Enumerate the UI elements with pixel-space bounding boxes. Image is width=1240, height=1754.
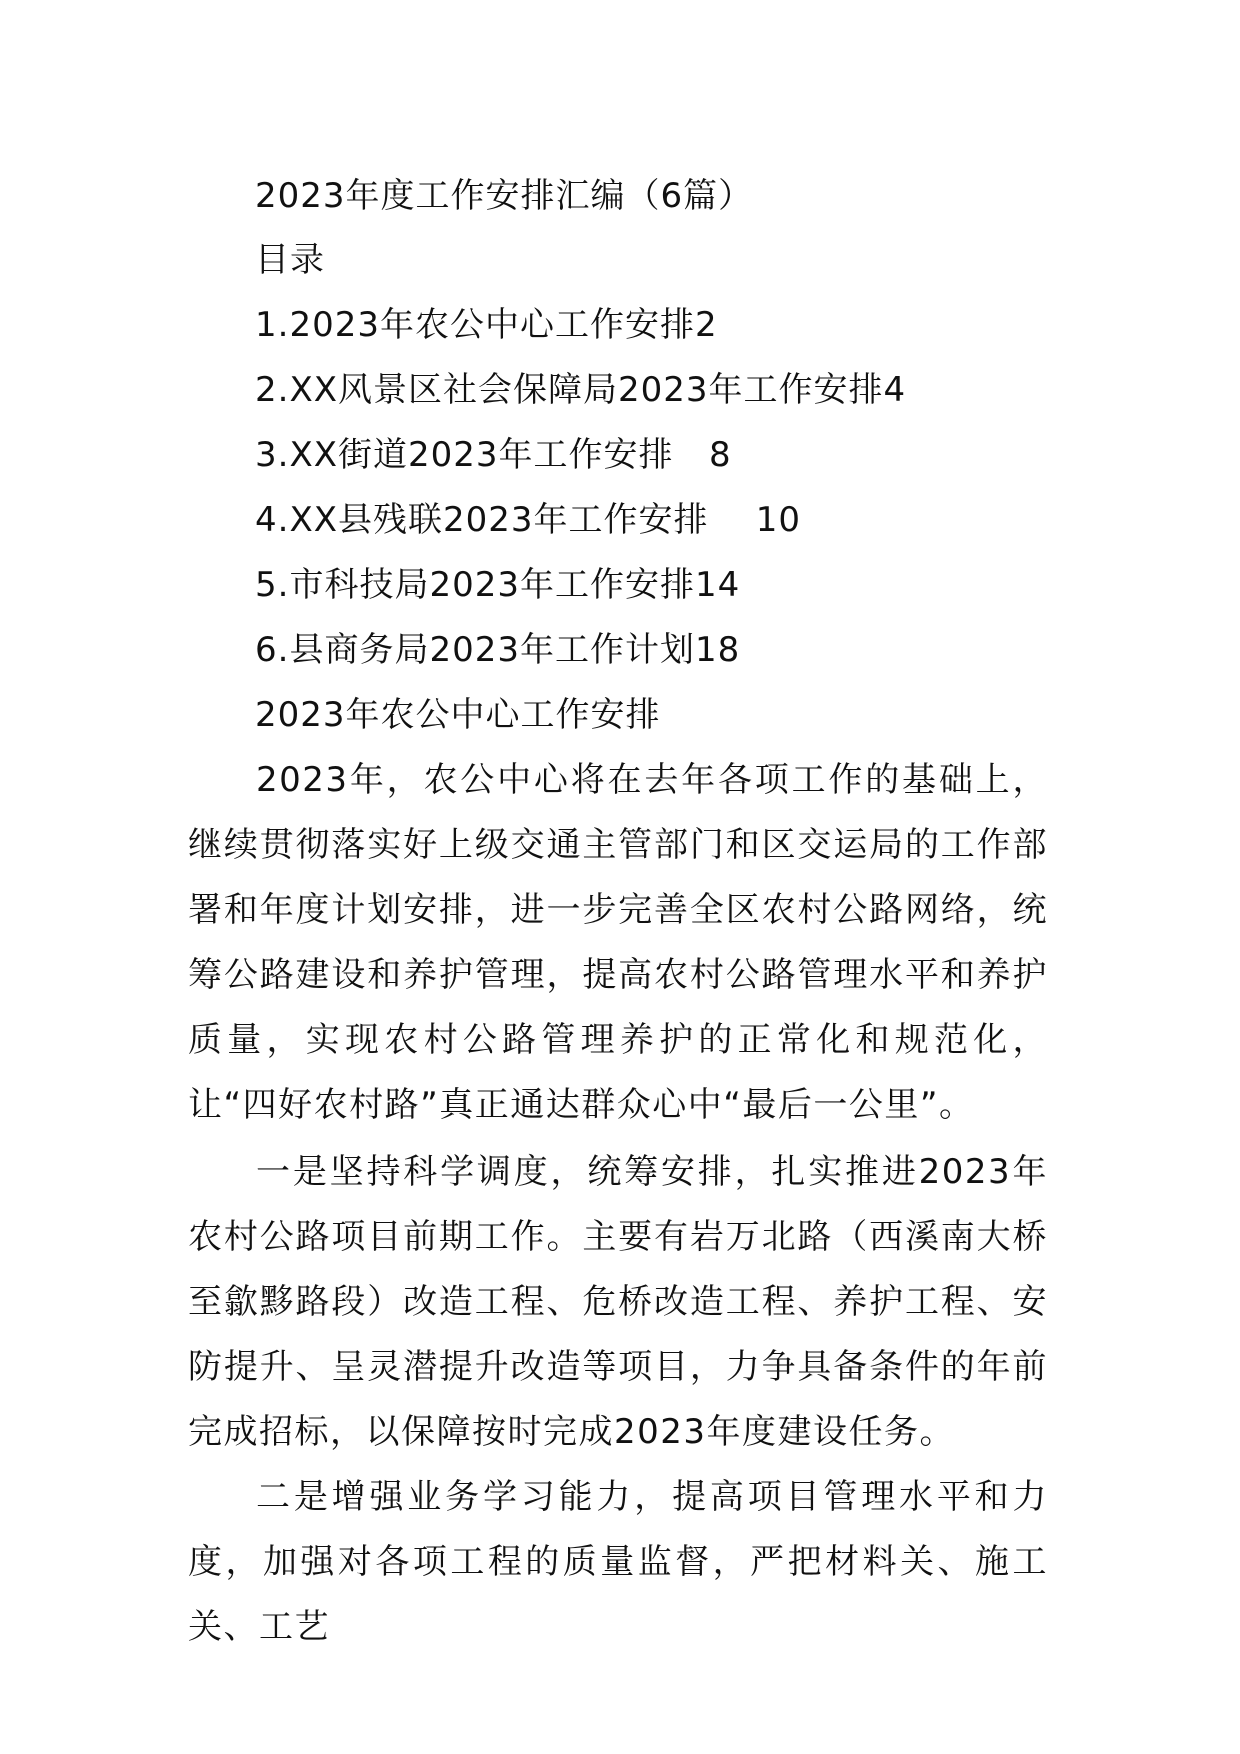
document-title: 2023年度工作安排汇编（6篇） <box>255 176 754 216</box>
section-title: 2023年农公中心工作安排 <box>255 695 661 735</box>
body-paragraph: 一是坚持科学调度，统筹安排，扎实推进2023年农村公路项目前期工作。主要有岩万北路（西溪南大桥至歙黟路段）改造工程、危桥改造工程、养护工程、安防提升、呈灵潜提升改造等项目，力争具备条件的年前完成招标，以保障按时完成2023年度建设任务。 <box>188 1152 1048 1452</box>
toc-item: 4.XX县残联2023年工作安排 10 <box>255 500 802 540</box>
toc-item: 5.市科技局2023年工作安排14 <box>255 565 741 605</box>
toc-heading: 目录 <box>255 240 325 280</box>
body-paragraph: 2023年，农公中心将在去年各项工作的基础上，继续贯彻落实好上级交通主管部门和区交运局的工作部署和年度计划安排，进一步完善全区农村公路网络，统筹公路建设和养护管理，提高农村公路管理水平和养护质量，实现农村公路管理养护的正常化和规范化，让“四好农村路”真正通达群众心中“最后一公里”。 <box>188 760 1048 1125</box>
toc-item: 3.XX街道2023年工作安排 8 <box>255 435 732 475</box>
toc-item: 6.县商务局2023年工作计划18 <box>255 630 741 670</box>
toc-item: 1.2023年农公中心工作安排2 <box>255 305 718 345</box>
body-paragraph: 二是增强业务学习能力，提高项目管理水平和力度，加强对各项工程的质量监督，严把材料关、施工关、工艺 <box>188 1477 1048 1647</box>
toc-item: 2.XX风景区社会保障局2023年工作安排4 <box>255 370 907 410</box>
